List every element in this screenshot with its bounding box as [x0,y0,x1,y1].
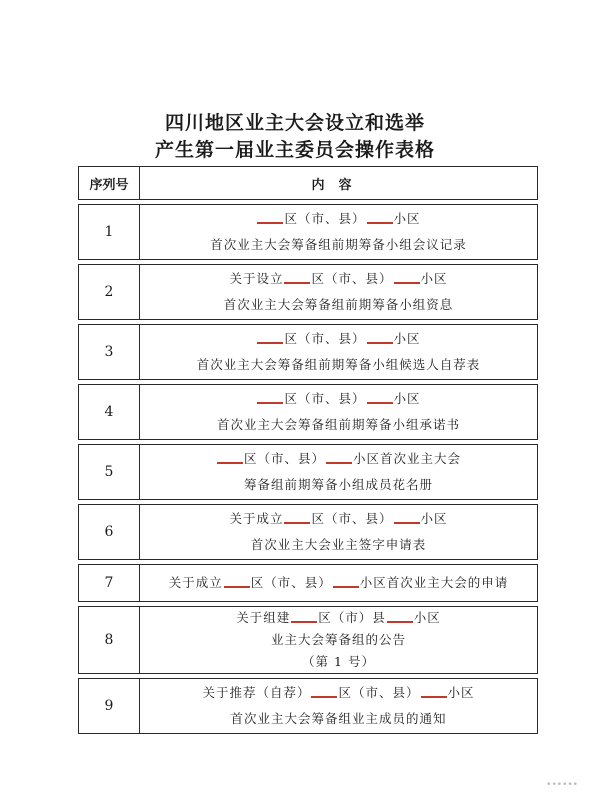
row-content [139,264,538,320]
row-content [139,678,538,734]
row-serial-number: 4 [78,384,139,440]
row-content [139,504,538,560]
content-text: 关于成立 [229,511,284,526]
row-serial-number: 5 [78,444,139,500]
content-text: 关于推荐（自荐） [202,685,311,700]
content-line [140,412,537,438]
content-text: 首次业主大会筹备组前期筹备小组候选人自荐表 [196,357,481,372]
content-text: 小区首次业主大会的申请 [359,575,509,590]
content-text: 小区 [420,271,448,286]
content-line [140,326,537,352]
content-line [140,532,537,558]
document-title-line-2: 产生第一届业主委员会操作表格 [154,139,435,161]
content-line [140,680,537,706]
document-title-line-1: 四川地区业主大会设立和选举 [164,112,425,134]
table-row [78,264,538,320]
content-text: 首次业主大会筹备组前期筹备小组承诺书 [216,417,460,432]
content-text: 区（市、县） [311,511,393,526]
fill-in-blank [367,221,393,224]
content-text: 筹备组前期筹备小组成员花名册 [243,477,433,492]
content-text: 区（市、县） [284,331,366,346]
fill-in-blank [333,585,359,588]
content-text: 区（市、县） [338,685,420,700]
fill-in-blank [217,461,243,464]
fill-in-blank [387,620,413,623]
table-row [78,606,538,674]
fill-in-blank [224,585,250,588]
content-text: 首次业主大会筹备组业主成员的通知 [230,711,447,726]
content-text: 小区 [393,391,421,406]
content-text: 区（市、县） [284,391,366,406]
content-line [140,706,537,732]
content-text: 关于组建 [236,610,291,625]
content-line [140,570,537,596]
content-text: 小区首次业主大会 [353,451,462,466]
fill-in-blank [257,401,283,404]
content-text: 关于成立 [168,575,223,590]
row-serial-number: 7 [78,564,139,602]
fill-in-blank [257,221,283,224]
table-body [78,204,538,734]
fill-in-blank [367,401,393,404]
row-content [139,384,538,440]
content-text: 区（市、县） [311,271,393,286]
content-line [140,206,537,232]
fill-in-blank [421,695,447,698]
content-text: 首次业主大会筹备组前期筹备小组资息 [223,297,454,312]
table-row [78,444,538,500]
row-serial-number: 9 [78,678,139,734]
row-serial-number: 8 [78,606,139,674]
content-line [140,472,537,498]
table-row [78,564,538,602]
header-content: 内容 [139,166,538,200]
table-row [78,678,538,734]
content-text: 小区 [420,511,448,526]
fill-in-blank [284,281,310,284]
content-line [140,292,537,318]
table-header-row [78,166,538,200]
fill-in-blank [394,521,420,524]
table-row [78,504,538,560]
content-line [140,607,537,629]
table-row [78,324,538,380]
content-text: 小区 [393,211,421,226]
fill-in-blank [326,461,352,464]
fill-in-blank [311,695,337,698]
row-content [139,444,538,500]
content-text: 区（市、县） [284,211,366,226]
fill-in-blank [291,620,317,623]
row-content [139,204,538,260]
fill-in-blank [367,341,393,344]
row-content [139,564,538,602]
content-text: 区（市）县 [318,610,386,625]
content-line [140,232,537,258]
operation-forms-table [78,162,538,738]
content-text: 首次业主大会筹备组前期筹备小组会议记录 [210,237,467,252]
content-text: 小区 [393,331,421,346]
content-text: （第 1 号） [302,654,375,669]
content-line [140,506,537,532]
row-serial-number: 1 [78,204,139,260]
table-row [78,384,538,440]
table-row [78,204,538,260]
row-content [139,324,538,380]
content-text: 业主大会筹备组的公告 [270,632,406,647]
content-text: 关于设立 [229,271,284,286]
content-line [140,629,537,651]
fill-in-blank [394,281,420,284]
more-indicator: •••••• [546,780,578,790]
content-line [140,446,537,472]
content-line [140,266,537,292]
content-line [140,386,537,412]
row-serial-number: 6 [78,504,139,560]
header-serial-number: 序列号 [78,166,139,200]
content-line [140,352,537,378]
row-serial-number: 3 [78,324,139,380]
fill-in-blank [257,341,283,344]
content-text: 小区 [447,685,475,700]
content-text: 区（市、县） [250,575,332,590]
content-line [140,651,537,673]
content-text: 首次业主大会业主签字申请表 [250,537,427,552]
content-text: 小区 [413,610,441,625]
row-content [139,606,538,674]
fill-in-blank [284,521,310,524]
content-text: 区（市、县） [243,451,325,466]
row-serial-number: 2 [78,264,139,320]
